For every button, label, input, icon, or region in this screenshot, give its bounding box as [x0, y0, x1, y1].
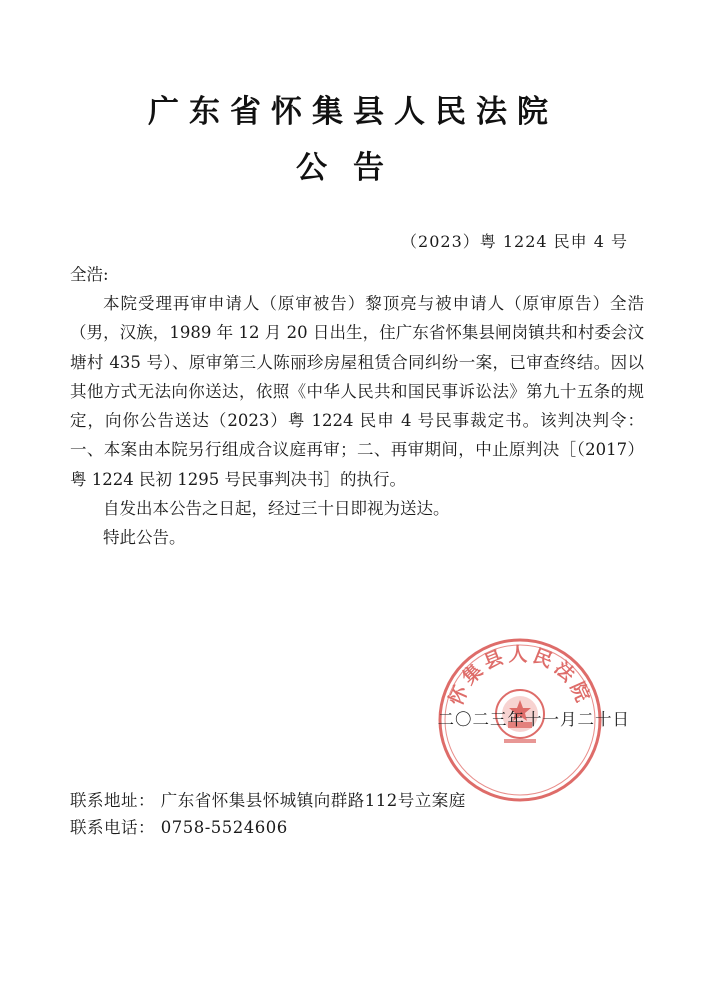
issue-date: 二〇二三年十一月二十日	[437, 710, 630, 729]
body-paragraph-closing: 特此公告。	[103, 528, 186, 548]
contact-phone: 联系电话： 0758-5524606	[70, 818, 288, 837]
body-paragraph-main: 本院受理再审申请人（原审被告）黎顶亮与被申请人（原审原告）全浩（男，汉族，1989 年 12 月 20 日出生，住广东省怀集县闸岗镇共和村委会汶塘村 435 号）、原审第三人陈丽珍房屋租赁合同纠纷一案，已审查终结。因以其他方式无法向你送达，依照《中华人民共和国民事诉讼法》第九十五条的规定，向你公告送达（2023）粤 1224 民申 4 号民事裁定书。该判决判令：一、本案由本院另行组成合议庭再审；二、再审期间，中止原判决［（2017）粤 1224 民初 1295 号民事判决书］的执行。	[70, 294, 644, 489]
case-number: （2023）粤 1224 民申 4 号	[401, 232, 628, 251]
body-paragraph-service: 自发出本公告之日起，经过三十日即视为送达。	[103, 499, 450, 519]
seal-lettering: 怀集县人民法院	[444, 643, 596, 709]
contact-address: 联系地址： 广东省怀集县怀城镇向群路112号立案庭	[70, 791, 466, 810]
addressee: 全浩:	[70, 265, 109, 284]
court-name-title: 广东省怀集县人民法院	[148, 94, 558, 130]
notice-body	[70, 289, 644, 553]
document-type-title: 公告	[296, 150, 410, 186]
